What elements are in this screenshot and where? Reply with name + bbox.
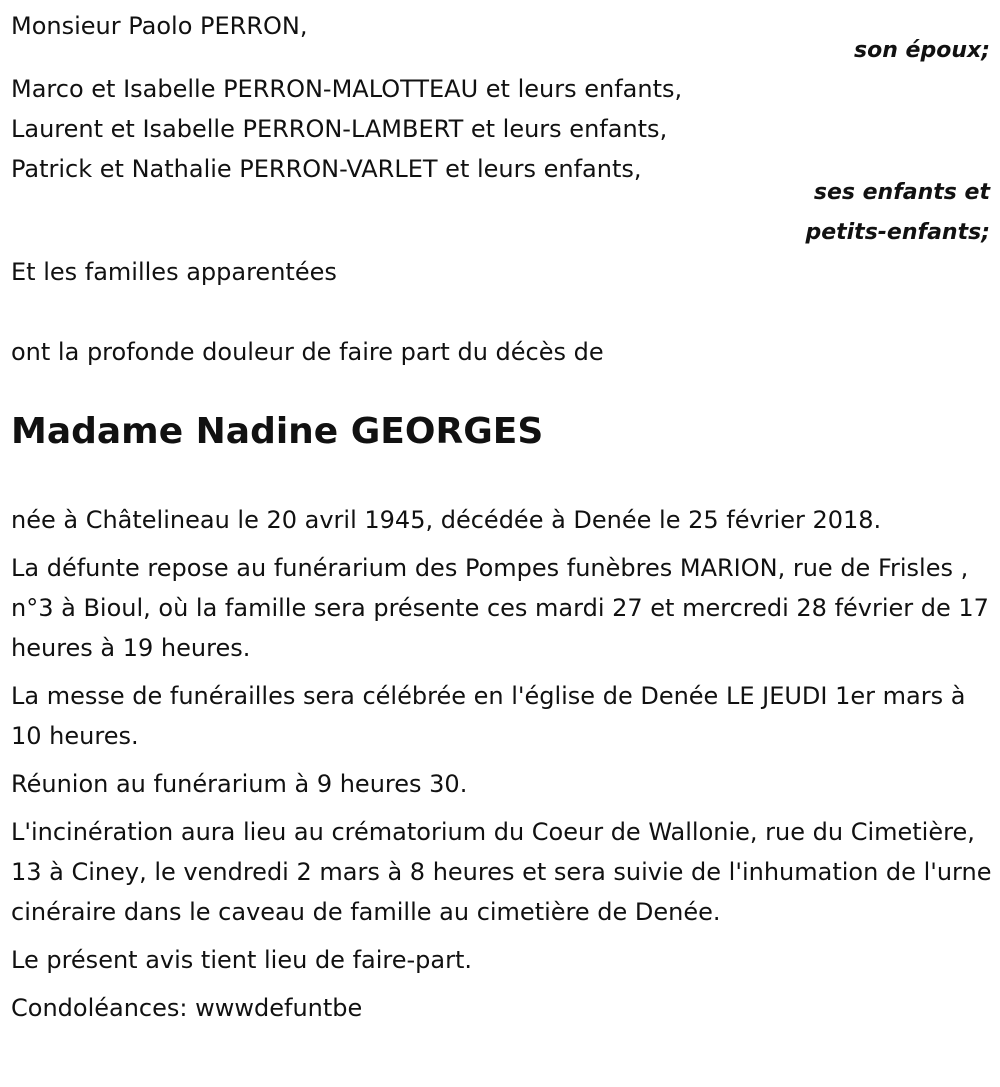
condolences-paragraph: Condoléances: wwwdefuntbe bbox=[11, 994, 363, 1022]
spouse-name: Monsieur Paolo PERRON, bbox=[11, 12, 308, 40]
details-block bbox=[11, 500, 994, 1028]
birth-death-paragraph: née à Châtelineau le 20 avril 1945, décédée à Denée le 25 février 2018. bbox=[11, 506, 882, 534]
announcement-line: ont la profonde douleur de faire part du décès de bbox=[11, 338, 604, 366]
gathering-paragraph: Réunion au funérarium à 9 heures 30. bbox=[11, 770, 468, 798]
child-line-1: Marco et Isabelle PERRON-MALOTTEAU et leurs enfants, bbox=[11, 75, 683, 103]
spouse-block bbox=[11, 6, 990, 68]
notice-paragraph: Le présent avis tient lieu de faire-part. bbox=[11, 946, 473, 974]
children-role-line-2: petits-enfants; bbox=[805, 220, 990, 245]
mass-paragraph: La messe de funérailles sera célébrée en l'église de Denée LE JEUDI 1er mars à 10 heures. bbox=[11, 682, 966, 750]
cremation-paragraph: L'incinération aura lieu au crématorium du Coeur de Wallonie, rue du Cimetière, 13 à Ciney, le vendredi 2 mars à 8 heures et sera suivie de l'inhumation de l'urne cinéraire dans le caveau de famille au cimetière de Denée. bbox=[11, 818, 992, 926]
families-line: Et les familles apparentées bbox=[11, 258, 337, 286]
deceased-name: Madame Nadine GEORGES bbox=[11, 411, 544, 452]
child-line-3: Patrick et Nathalie PERRON-VARLET et leurs enfants, bbox=[11, 155, 642, 183]
spouse-role: son époux; bbox=[854, 38, 990, 63]
children-role-line-1: ses enfants et bbox=[813, 180, 990, 205]
funerarium-paragraph: La défunte repose au funérarium des Pompes funèbres MARION, rue de Frisles , n°3 à Bioul, où la famille sera présente ces mardi 27 et mercredi 28 février de 17 heures à 19 heures. bbox=[11, 554, 989, 662]
child-line-2: Laurent et Isabelle PERRON-LAMBERT et leurs enfants, bbox=[11, 115, 668, 143]
children-block bbox=[11, 69, 990, 253]
